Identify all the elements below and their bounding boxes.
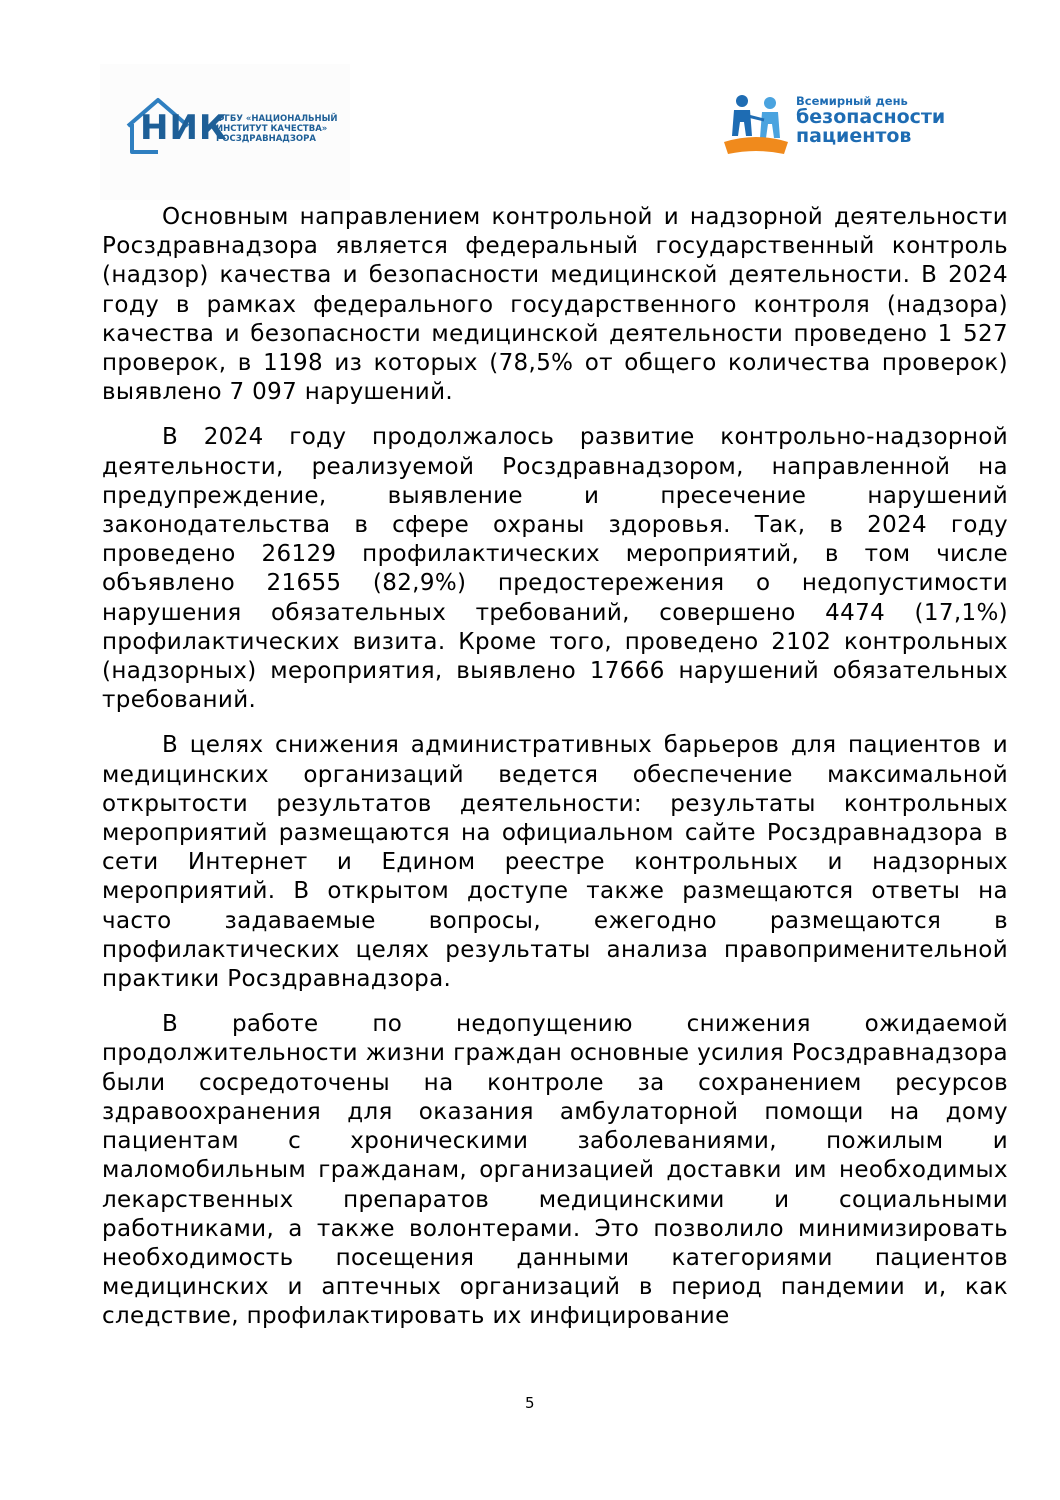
- people-hands-icon: [722, 92, 792, 158]
- document-body: [102, 203, 1008, 1348]
- page-number: 5: [524, 1394, 536, 1412]
- nik-logo: [100, 64, 350, 200]
- patient-safety-day-text: [796, 94, 945, 146]
- nik-caption-line-2: ИНСТИТУТ КАЧЕСТВА»: [216, 124, 328, 134]
- nik-logo-caption: [216, 114, 346, 144]
- nik-caption-line-3: РОСЗДРАВНАДЗОРА: [216, 134, 316, 144]
- page-header: [0, 0, 1060, 200]
- logo-line-3: пациентов: [796, 125, 912, 147]
- nik-caption-line-1: ФГБУ «НАЦИОНАЛЬНЫЙ: [216, 114, 338, 124]
- paragraph-3: В целях снижения административных барьеров для пациентов и медицинских организаций ведется обеспечение максимальной открытости результатов деятельности: результаты контрольных мероприятий размещаются на официальном сайте Росздравнадзора в сети Интернет и Едином реестре контрольных и надзорных мероприятий. В открытом доступе также размещаются ответы на часто задаваемые вопросы, ежегодно размещаются в профилактических целях результаты анализа правоприменительной практики Росздравнадзора.: [102, 732, 1008, 993]
- logo-line-2: безопасности: [796, 106, 946, 128]
- paragraph-1: Основным направлением контрольной и надзорной деятельности Росздравнадзора является федеральный государственный контроль (надзор) качества и безопасности медицинской деятельности. В 2024 году в рамках федерального государственного контроля (надзора) качества и безопасности медицинской деятельности проведено 1 527 проверок, в 1198 из которых (78,5% от общего количества проверок) выявлено 7 097 нарушений.: [102, 204, 1008, 406]
- nik-logo-mark: НИК: [140, 108, 228, 148]
- paragraph-2: В 2024 году продолжалось развитие контрольно-надзорной деятельности, реализуемой Росздравнадзором, направленной на предупреждение, выявление и пресечение нарушений законодательства в сфере охраны здоровья. Так, в 2024 году проведено 26129 профилактических мероприятий, в том числе объявлено 21655 (82,9%) предостережения о недопустимости нарушения обязательных требований, совершено 4474 (17,1%) профилактических визита. Кроме того, проведено 2102 контрольных (надзорных) мероприятия, выявлено 17666 нарушений обязательных требований.: [102, 424, 1008, 714]
- paragraph-4: В работе по недопущению снижения ожидаемой продолжительности жизни граждан основные усилия Росздравнадзора были сосредоточены на контроле за сохранением ресурсов здравоохранения для оказания амбулаторной помощи на дому пациентам с хроническими заболеваниями, пожилым и маломобильным гражданам, организацией доставки им необходимых лекарственных препаратов медицинскими и социальными работниками, а также волонтерами. Это позволило минимизировать необходимость посещения данными категориями пациентов медицинских и аптечных организаций в период пандемии и, как следствие, профилактировать их инфицирование: [102, 1011, 1008, 1330]
- logo-line-1: Всемирный день: [796, 94, 908, 108]
- patient-safety-day-logo: [718, 78, 968, 178]
